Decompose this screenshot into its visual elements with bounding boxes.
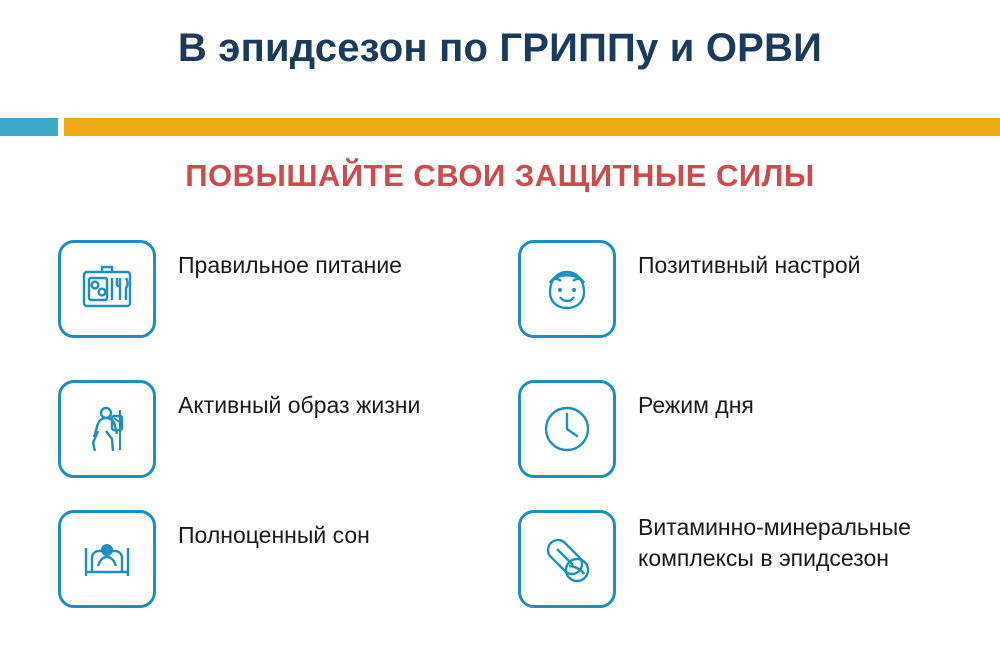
hiking-person-icon [76,398,138,460]
icon-frame [518,380,616,478]
icon-frame [58,240,156,338]
divider-gold-segment [64,118,1000,136]
tip-label: Активный образ жизни [178,392,421,418]
icon-frame [58,380,156,478]
tip-item-healthy-food [58,240,498,380]
tip-label: Правильное питание [178,252,402,278]
tip-label: Витаминно-минеральные комплексы в эпидсезон [638,514,911,572]
tip-item-vitamin-complexes [518,510,958,640]
icon-frame [58,510,156,608]
sleeping-person-icon [76,528,138,590]
tip-item-full-sleep [58,510,498,640]
tip-item-daily-routine [518,380,958,510]
divider [0,118,1000,136]
icon-frame [518,510,616,608]
pills-capsule-icon [536,528,598,590]
tip-item-active-lifestyle [58,380,498,510]
page-subtitle: ПОВЫШАЙТЕ СВОИ ЗАЩИТНЫЕ СИЛЫ [185,158,815,193]
page-title: В эпидсезон по ГРИППу и ОРВИ [177,26,823,70]
tip-label: Полноценный сон [178,522,370,548]
positive-face-icon [536,258,598,320]
healthy-food-icon [76,258,138,320]
clock-icon [536,398,598,460]
divider-blue-segment [0,118,58,136]
tip-item-positive-mood [518,240,958,380]
tip-label: Позитивный настрой [638,252,861,278]
tip-label: Режим дня [638,392,754,418]
icon-frame [518,240,616,338]
tips-grid [58,240,958,640]
